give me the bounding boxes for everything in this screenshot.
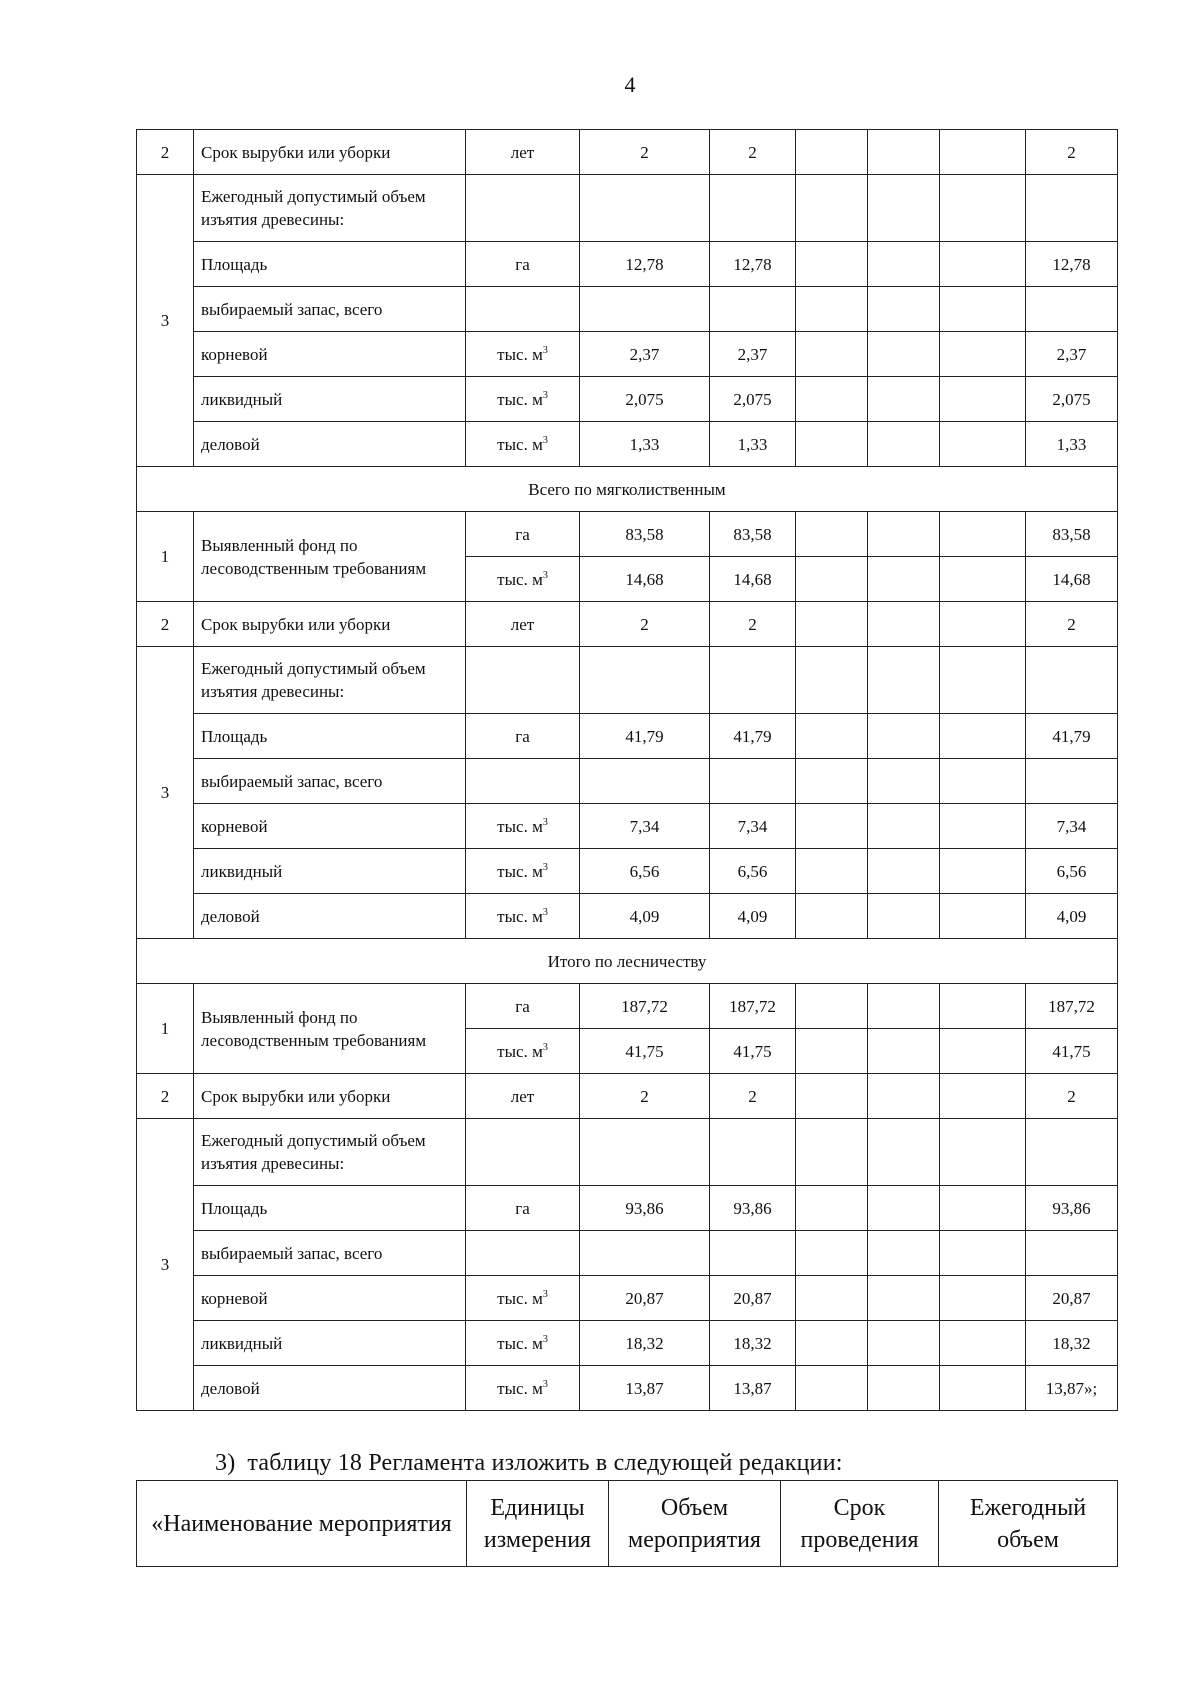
empty-cell xyxy=(868,804,940,849)
row-label: ликвидный xyxy=(194,849,466,894)
value-cell: 2,37 xyxy=(580,332,710,377)
header-cell: Единицы измерения xyxy=(467,1481,609,1567)
row-number: 3 xyxy=(137,647,194,939)
empty-cell xyxy=(940,759,1026,804)
empty-cell xyxy=(940,512,1026,557)
table-row xyxy=(137,759,1118,804)
empty-cell xyxy=(868,1119,940,1186)
table-row xyxy=(137,422,1118,467)
empty-cell xyxy=(868,1186,940,1231)
unit-cell: лет xyxy=(466,130,580,175)
unit-cell: тыс. $м^3$ xyxy=(466,422,580,467)
row-label: корневой xyxy=(194,332,466,377)
empty-cell xyxy=(1026,1119,1118,1186)
value-cell: 6,56 xyxy=(1026,849,1118,894)
empty-cell xyxy=(868,1276,940,1321)
unit-cell: тыс. $м^3$ xyxy=(466,849,580,894)
empty-cell xyxy=(796,130,868,175)
value-cell: 18,32 xyxy=(710,1321,796,1366)
value-cell: 7,34 xyxy=(710,804,796,849)
empty-cell xyxy=(796,849,868,894)
value-cell: 83,58 xyxy=(1026,512,1118,557)
value-cell: 2 xyxy=(580,1074,710,1119)
value-cell: 1,33 xyxy=(1026,422,1118,467)
empty-cell xyxy=(796,332,868,377)
empty-cell xyxy=(466,1231,580,1276)
empty-cell xyxy=(580,647,710,714)
row-label: Площадь xyxy=(194,242,466,287)
table-row xyxy=(137,1321,1118,1366)
value-cell: 14,68 xyxy=(580,557,710,602)
row-label: деловой xyxy=(194,894,466,939)
row-number: 1 xyxy=(137,984,194,1074)
value-cell: 187,72 xyxy=(710,984,796,1029)
empty-cell xyxy=(868,1074,940,1119)
table-row xyxy=(137,130,1118,175)
table-row xyxy=(137,512,1118,557)
value-cell: 6,56 xyxy=(710,849,796,894)
empty-cell xyxy=(796,377,868,422)
header-cell: «Наименование мероприятия xyxy=(137,1481,467,1567)
value-cell: 83,58 xyxy=(710,512,796,557)
table-row xyxy=(137,1186,1118,1231)
empty-cell xyxy=(868,1321,940,1366)
row-label: корневой xyxy=(194,1276,466,1321)
empty-cell xyxy=(940,1074,1026,1119)
empty-cell xyxy=(940,332,1026,377)
value-cell: 2,37 xyxy=(710,332,796,377)
value-cell: 93,86 xyxy=(1026,1186,1118,1231)
empty-cell xyxy=(940,984,1026,1029)
empty-cell xyxy=(1026,759,1118,804)
empty-cell xyxy=(868,602,940,647)
paragraph-number: 3) xyxy=(215,1450,236,1476)
empty-cell xyxy=(796,759,868,804)
row-label: ликвидный xyxy=(194,1321,466,1366)
value-cell: 93,86 xyxy=(580,1186,710,1231)
empty-cell xyxy=(868,512,940,557)
empty-cell xyxy=(466,759,580,804)
empty-cell xyxy=(796,557,868,602)
empty-cell xyxy=(580,175,710,242)
empty-cell xyxy=(868,422,940,467)
unit-cell: га xyxy=(466,714,580,759)
empty-cell xyxy=(796,894,868,939)
unit-cell: тыс. $м^3$ xyxy=(466,1276,580,1321)
empty-cell xyxy=(868,894,940,939)
unit-cell: тыс. $м^3$ xyxy=(466,557,580,602)
value-cell: 83,58 xyxy=(580,512,710,557)
unit-cell: га xyxy=(466,512,580,557)
table-row xyxy=(137,647,1118,714)
value-cell: 7,34 xyxy=(1026,804,1118,849)
empty-cell xyxy=(796,1029,868,1074)
unit-cell: тыс. $м^3$ xyxy=(466,1029,580,1074)
empty-cell xyxy=(796,1276,868,1321)
table-18-header xyxy=(136,1480,1118,1567)
unit-cell: тыс. $м^3$ xyxy=(466,332,580,377)
empty-cell xyxy=(940,287,1026,332)
row-number: 3 xyxy=(137,1119,194,1411)
row-label: выбираемый запас, всего xyxy=(194,1231,466,1276)
empty-cell xyxy=(940,1119,1026,1186)
value-cell: 2,075 xyxy=(580,377,710,422)
empty-cell xyxy=(940,1321,1026,1366)
value-cell: 4,09 xyxy=(580,894,710,939)
unit-cell: тыс. $м^3$ xyxy=(466,377,580,422)
table-row xyxy=(137,804,1118,849)
empty-cell xyxy=(710,1119,796,1186)
empty-cell xyxy=(796,647,868,714)
table-row xyxy=(137,1231,1118,1276)
section-title: Итого по лесничеству xyxy=(137,939,1118,984)
empty-cell xyxy=(940,422,1026,467)
unit-cell: лет xyxy=(466,1074,580,1119)
empty-cell xyxy=(580,759,710,804)
row-number: 2 xyxy=(137,130,194,175)
empty-cell xyxy=(868,1366,940,1411)
value-cell: 2 xyxy=(1026,130,1118,175)
empty-cell xyxy=(940,175,1026,242)
table-row xyxy=(137,1276,1118,1321)
value-cell: 41,79 xyxy=(1026,714,1118,759)
empty-cell xyxy=(868,332,940,377)
row-label: Выявленный фонд по лесоводственным требованиям xyxy=(194,984,466,1074)
row-label: Срок вырубки или уборки xyxy=(194,1074,466,1119)
empty-cell xyxy=(796,242,868,287)
value-cell: 41,75 xyxy=(710,1029,796,1074)
value-cell: 187,72 xyxy=(1026,984,1118,1029)
section-header-row xyxy=(137,467,1118,512)
unit-cell: тыс. $м^3$ xyxy=(466,1321,580,1366)
value-cell: 187,72 xyxy=(580,984,710,1029)
empty-cell xyxy=(868,1029,940,1074)
empty-cell xyxy=(796,1366,868,1411)
empty-cell xyxy=(868,759,940,804)
empty-cell xyxy=(796,287,868,332)
empty-cell xyxy=(580,287,710,332)
empty-cell xyxy=(710,759,796,804)
empty-cell xyxy=(868,130,940,175)
row-label: корневой xyxy=(194,804,466,849)
value-cell: 2,075 xyxy=(1026,377,1118,422)
table-row xyxy=(137,714,1118,759)
empty-cell xyxy=(868,175,940,242)
table-row xyxy=(137,984,1118,1029)
empty-cell xyxy=(796,1231,868,1276)
table-row xyxy=(137,175,1118,242)
empty-cell xyxy=(868,1231,940,1276)
empty-cell xyxy=(796,175,868,242)
table-row xyxy=(137,1119,1118,1186)
value-cell: 4,09 xyxy=(710,894,796,939)
table-row xyxy=(137,1074,1118,1119)
value-cell: 41,75 xyxy=(1026,1029,1118,1074)
value-cell: 4,09 xyxy=(1026,894,1118,939)
empty-cell xyxy=(940,242,1026,287)
value-cell: 2 xyxy=(1026,602,1118,647)
value-cell: 12,78 xyxy=(580,242,710,287)
empty-cell xyxy=(940,647,1026,714)
value-cell: 41,75 xyxy=(580,1029,710,1074)
value-cell: 93,86 xyxy=(710,1186,796,1231)
value-cell: 18,32 xyxy=(580,1321,710,1366)
empty-cell xyxy=(868,377,940,422)
empty-cell xyxy=(796,512,868,557)
header-cell: Срок проведения xyxy=(781,1481,939,1567)
empty-cell xyxy=(868,242,940,287)
row-label: ликвидный xyxy=(194,377,466,422)
value-cell: 13,87 xyxy=(710,1366,796,1411)
empty-cell xyxy=(796,1074,868,1119)
empty-cell xyxy=(940,557,1026,602)
row-number: 1 xyxy=(137,512,194,602)
row-label: выбираемый запас, всего xyxy=(194,287,466,332)
row-number: 3 xyxy=(137,175,194,467)
table-row xyxy=(137,1366,1118,1411)
page-number: 4 xyxy=(624,72,636,97)
empty-cell xyxy=(796,984,868,1029)
value-cell: 2,37 xyxy=(1026,332,1118,377)
empty-cell xyxy=(466,287,580,332)
table-row xyxy=(137,849,1118,894)
value-cell: 14,68 xyxy=(1026,557,1118,602)
empty-cell xyxy=(796,422,868,467)
section-title: Всего по мягколиственным xyxy=(137,467,1118,512)
value-cell: 1,33 xyxy=(710,422,796,467)
empty-cell xyxy=(466,647,580,714)
value-cell: 13,87 xyxy=(580,1366,710,1411)
header-row xyxy=(137,1481,1118,1567)
section-header-row xyxy=(137,939,1118,984)
row-label: Площадь xyxy=(194,1186,466,1231)
empty-cell xyxy=(868,714,940,759)
row-label: выбираемый запас, всего xyxy=(194,759,466,804)
header-cell: Ежегодный объем xyxy=(939,1481,1118,1567)
empty-cell xyxy=(940,849,1026,894)
empty-cell xyxy=(940,1029,1026,1074)
row-label: деловой xyxy=(194,1366,466,1411)
unit-cell: тыс. $м^3$ xyxy=(466,1366,580,1411)
empty-cell xyxy=(1026,647,1118,714)
row-label: Ежегодный допустимый объем изъятия древесины: xyxy=(194,175,466,242)
empty-cell xyxy=(710,647,796,714)
empty-cell xyxy=(940,377,1026,422)
empty-cell xyxy=(796,714,868,759)
empty-cell xyxy=(868,287,940,332)
value-cell: 2 xyxy=(710,602,796,647)
value-cell: 12,78 xyxy=(1026,242,1118,287)
empty-cell xyxy=(1026,1231,1118,1276)
value-cell: 7,34 xyxy=(580,804,710,849)
empty-cell xyxy=(1026,175,1118,242)
table-row xyxy=(137,242,1118,287)
empty-cell xyxy=(940,714,1026,759)
value-cell: 2 xyxy=(1026,1074,1118,1119)
empty-cell xyxy=(796,804,868,849)
empty-cell xyxy=(796,1119,868,1186)
empty-cell xyxy=(940,1276,1026,1321)
empty-cell xyxy=(796,1321,868,1366)
empty-cell xyxy=(580,1119,710,1186)
empty-cell xyxy=(868,984,940,1029)
empty-cell xyxy=(466,175,580,242)
value-cell: 41,79 xyxy=(580,714,710,759)
table-row xyxy=(137,377,1118,422)
value-cell: 20,87 xyxy=(580,1276,710,1321)
value-cell: 2 xyxy=(580,602,710,647)
empty-cell xyxy=(868,557,940,602)
unit-cell: га xyxy=(466,242,580,287)
paragraph-text: таблицу 18 Регламента изложить в следующей редакции: xyxy=(247,1450,843,1476)
value-cell: 1,33 xyxy=(580,422,710,467)
empty-cell xyxy=(710,287,796,332)
unit-cell: тыс. $м^3$ xyxy=(466,894,580,939)
forest-volume-table xyxy=(136,129,1118,1411)
empty-cell xyxy=(1026,287,1118,332)
value-cell: 41,79 xyxy=(710,714,796,759)
row-number: 2 xyxy=(137,1074,194,1119)
empty-cell xyxy=(710,175,796,242)
unit-cell: лет xyxy=(466,602,580,647)
row-number: 2 xyxy=(137,602,194,647)
value-cell: 20,87 xyxy=(1026,1276,1118,1321)
empty-cell xyxy=(796,602,868,647)
table-row xyxy=(137,894,1118,939)
value-cell: 2 xyxy=(580,130,710,175)
unit-cell: тыс. $м^3$ xyxy=(466,804,580,849)
empty-cell xyxy=(940,602,1026,647)
empty-cell xyxy=(466,1119,580,1186)
value-cell: 2,075 xyxy=(710,377,796,422)
row-label: Ежегодный допустимый объем изъятия древесины: xyxy=(194,1119,466,1186)
row-label: Срок вырубки или уборки xyxy=(194,602,466,647)
empty-cell xyxy=(940,894,1026,939)
row-label: Площадь xyxy=(194,714,466,759)
unit-cell: га xyxy=(466,984,580,1029)
header-cell: Объем мероприятия xyxy=(609,1481,781,1567)
empty-cell xyxy=(940,130,1026,175)
empty-cell xyxy=(710,1231,796,1276)
table-row xyxy=(137,602,1118,647)
amendment-paragraph xyxy=(215,1450,843,1477)
empty-cell xyxy=(940,1231,1026,1276)
value-cell: 6,56 xyxy=(580,849,710,894)
row-label: Выявленный фонд по лесоводственным требованиям xyxy=(194,512,466,602)
empty-cell xyxy=(940,1186,1026,1231)
empty-cell xyxy=(580,1231,710,1276)
table-row xyxy=(137,332,1118,377)
row-label: деловой xyxy=(194,422,466,467)
row-label: Ежегодный допустимый объем изъятия древесины: xyxy=(194,647,466,714)
empty-cell xyxy=(940,1366,1026,1411)
empty-cell xyxy=(796,1186,868,1231)
value-cell: 2 xyxy=(710,1074,796,1119)
value-cell: 20,87 xyxy=(710,1276,796,1321)
value-cell: 14,68 xyxy=(710,557,796,602)
value-cell: 13,87»; xyxy=(1026,1366,1118,1411)
empty-cell xyxy=(940,804,1026,849)
empty-cell xyxy=(868,849,940,894)
row-label: Срок вырубки или уборки xyxy=(194,130,466,175)
unit-cell: га xyxy=(466,1186,580,1231)
value-cell: 12,78 xyxy=(710,242,796,287)
value-cell: 2 xyxy=(710,130,796,175)
value-cell: 18,32 xyxy=(1026,1321,1118,1366)
empty-cell xyxy=(868,647,940,714)
table-row xyxy=(137,287,1118,332)
